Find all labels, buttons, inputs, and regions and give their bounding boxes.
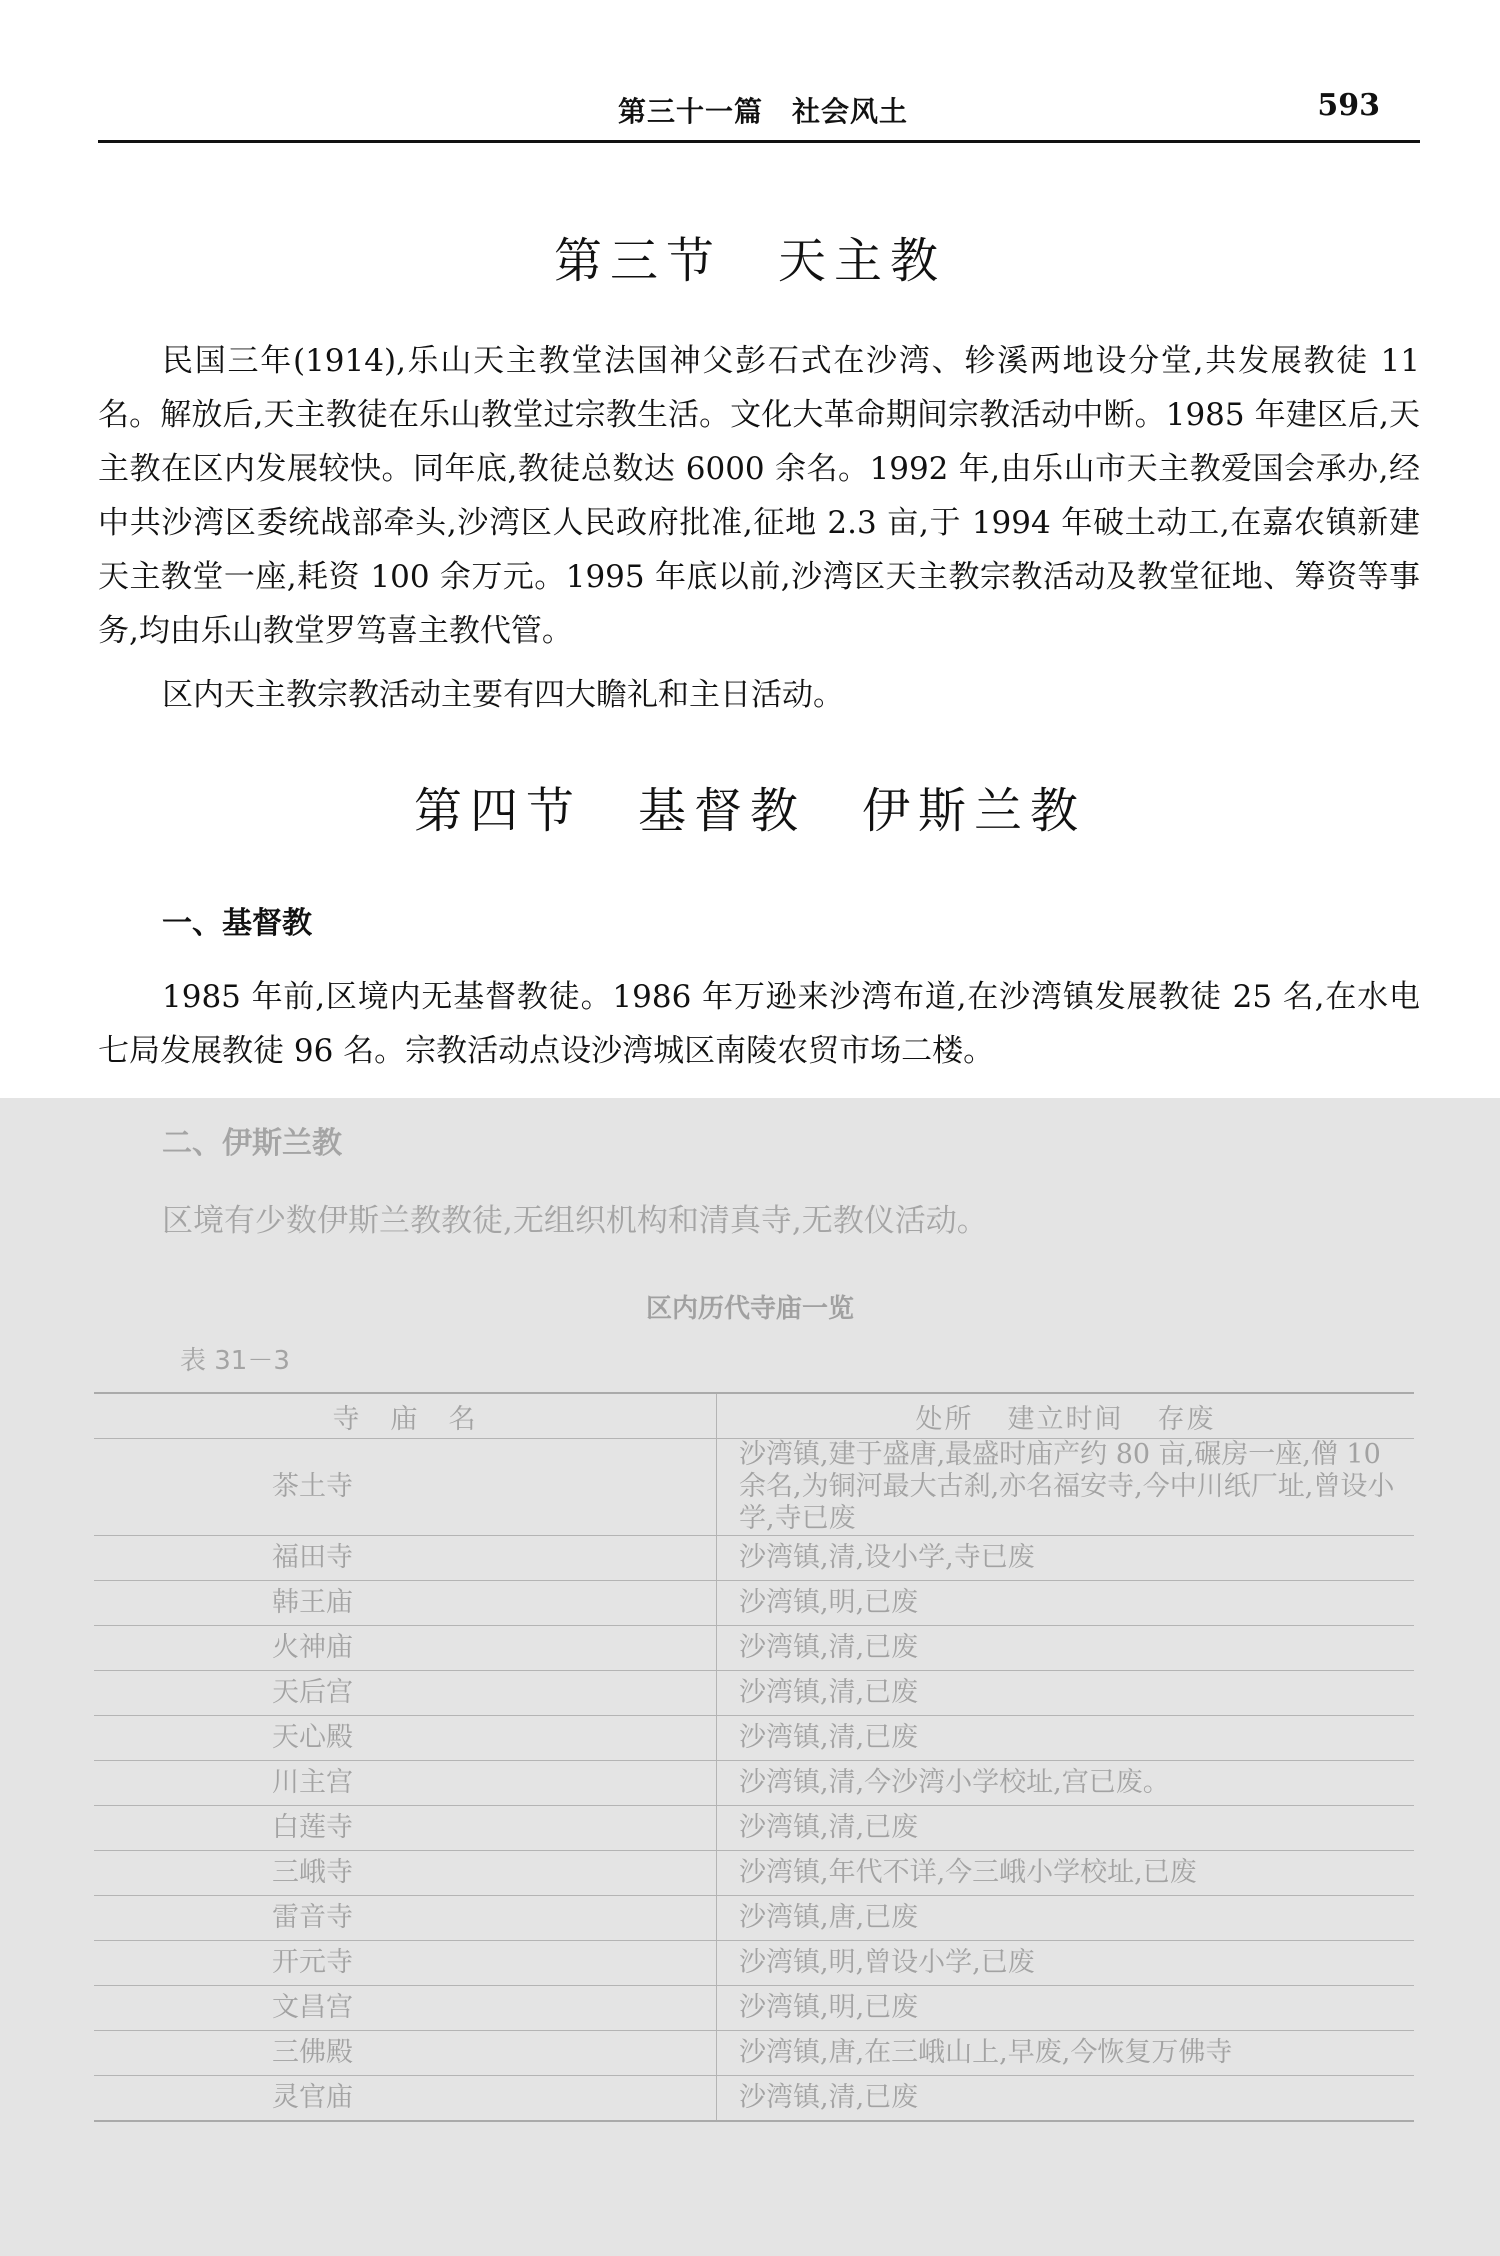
table-body (94, 1439, 1414, 2122)
temple-description-cell: 沙湾镇,明,已废 (717, 1986, 1415, 2031)
table-row (94, 1536, 1414, 1581)
header-status: 存废 (1157, 1403, 1216, 1435)
chapter-title: 第三十一篇 社会风土 (618, 95, 909, 128)
table-row (94, 1851, 1414, 1896)
temple-description-cell: 沙湾镇,明,曾设小学,已废 (717, 1941, 1415, 1986)
temple-name-cell: 白莲寺 (94, 1806, 717, 1851)
table-title: 区内历代寺庙一览 (645, 1294, 854, 1324)
islam-heading: 二、伊斯兰教 (162, 1126, 342, 1161)
temple-name-cell: 天心殿 (94, 1716, 717, 1761)
temple-name-cell: 川主宫 (94, 1761, 717, 1806)
header-built-time: 建立时间 (1007, 1403, 1124, 1435)
temple-name-cell: 火神庙 (94, 1626, 717, 1671)
table-row (94, 1941, 1414, 1986)
christianity-heading: 一、基督教 (162, 906, 312, 941)
table-row (94, 1986, 1414, 2031)
temple-name-cell: 文昌宫 (94, 1986, 717, 2031)
temple-name-cell: 开元寺 (94, 1941, 717, 1986)
temple-description-cell: 沙湾镇,唐,已废 (717, 1896, 1415, 1941)
table-number: 表 31－3 (180, 1346, 290, 1376)
temple-description-cell: 沙湾镇,明,已废 (717, 1581, 1415, 1626)
temple-description-cell: 沙湾镇,年代不详,今三峨小学校址,已废 (717, 1851, 1415, 1896)
temple-description-cell: 沙湾镇,清,已废 (717, 2076, 1415, 2122)
islam-paragraph: 区境有少数伊斯兰教教徒,无组织机构和清真寺,无教仪活动。 (162, 1203, 988, 1239)
header-details (717, 1393, 1415, 1439)
page-number: 593 (1317, 88, 1380, 123)
temple-description-cell: 沙湾镇,清,设小学,寺已废 (717, 1536, 1415, 1581)
temple-name-cell: 韩王庙 (94, 1581, 717, 1626)
temples-table (94, 1392, 1414, 2122)
section-3-title: 第三节 天主教 (553, 233, 946, 289)
table-row (94, 1581, 1414, 1626)
catholic-paragraph-1: 民国三年(1914),乐山天主教堂法国神父彭石式在沙湾、轸溪两地设分堂,共发展教徒 11 名。解放后,天主教徒在乐山教堂过宗教生活。文化大革命期间宗教活动中断。1985 年建区后,天主教在区内发展较快。同年底,教徒总数达 6000 余名。1992 年,由乐山市天主教爱国会承办,经中共沙湾区委统战部牵头,沙湾区人民政府批准,征地 2.3 亩,于 1994 年破土动工,在嘉农镇新建天主教堂一座,耗资 100 余万元。1995 年底以前,沙湾区天主教宗教活动及教堂征地、筹资等事务,均由乐山教堂罗笃喜主教代管。 (98, 343, 1420, 649)
table-row (94, 2031, 1414, 2076)
header-temple-name: 寺 庙 名 (94, 1393, 717, 1439)
temple-name-cell: 三峨寺 (94, 1851, 717, 1896)
temple-description-cell: 沙湾镇,清,已废 (717, 1626, 1415, 1671)
temple-description-cell: 沙湾镇,唐,在三峨山上,早废,今恢复万佛寺 (717, 2031, 1415, 2076)
catholic-paragraph-2: 区内天主教宗教活动主要有四大瞻礼和主日活动。 (162, 677, 844, 713)
table-row (94, 1671, 1414, 1716)
temple-name-cell: 雷音寺 (94, 1896, 717, 1941)
temple-description-cell: 沙湾镇,清,已废 (717, 1671, 1415, 1716)
temple-name-cell: 灵官庙 (94, 2076, 717, 2122)
table-row (94, 1626, 1414, 1671)
table-row (94, 2076, 1414, 2122)
temple-name-cell: 天后宫 (94, 1671, 717, 1716)
running-header (98, 86, 1420, 143)
table-row (94, 1716, 1414, 1761)
table-header-row (94, 1393, 1414, 1439)
temple-name-cell: 三佛殿 (94, 2031, 717, 2076)
table-row (94, 1896, 1414, 1941)
temple-name-cell: 茶土寺 (94, 1439, 717, 1536)
table-row (94, 1761, 1414, 1806)
section-4-title: 第四节 基督教 伊斯兰教 (413, 783, 1086, 839)
temple-description-cell: 沙湾镇,清,今沙湾小学校址,宫已废。 (717, 1761, 1415, 1806)
temple-name-cell: 福田寺 (94, 1536, 717, 1581)
temple-description-cell: 沙湾镇,清,已废 (717, 1806, 1415, 1851)
temple-description-cell: 沙湾镇,清,已废 (717, 1716, 1415, 1761)
temple-description-cell: 沙湾镇,建于盛唐,最盛时庙产约 80 亩,碾房一座,僧 10 余名,为铜河最大古刹,亦名福安寺,今中川纸厂址,曾设小学,寺已废 (717, 1439, 1415, 1536)
christianity-paragraph: 1985 年前,区境内无基督教徒。1986 年万逊来沙湾布道,在沙湾镇发展教徒 25 名,在水电七局发展教徒 96 名。宗教活动点设沙湾城区南陵农贸市场二楼。 (98, 979, 1420, 1069)
header-location: 处所 (915, 1403, 974, 1435)
table-row (94, 1806, 1414, 1851)
table-row (94, 1439, 1414, 1536)
